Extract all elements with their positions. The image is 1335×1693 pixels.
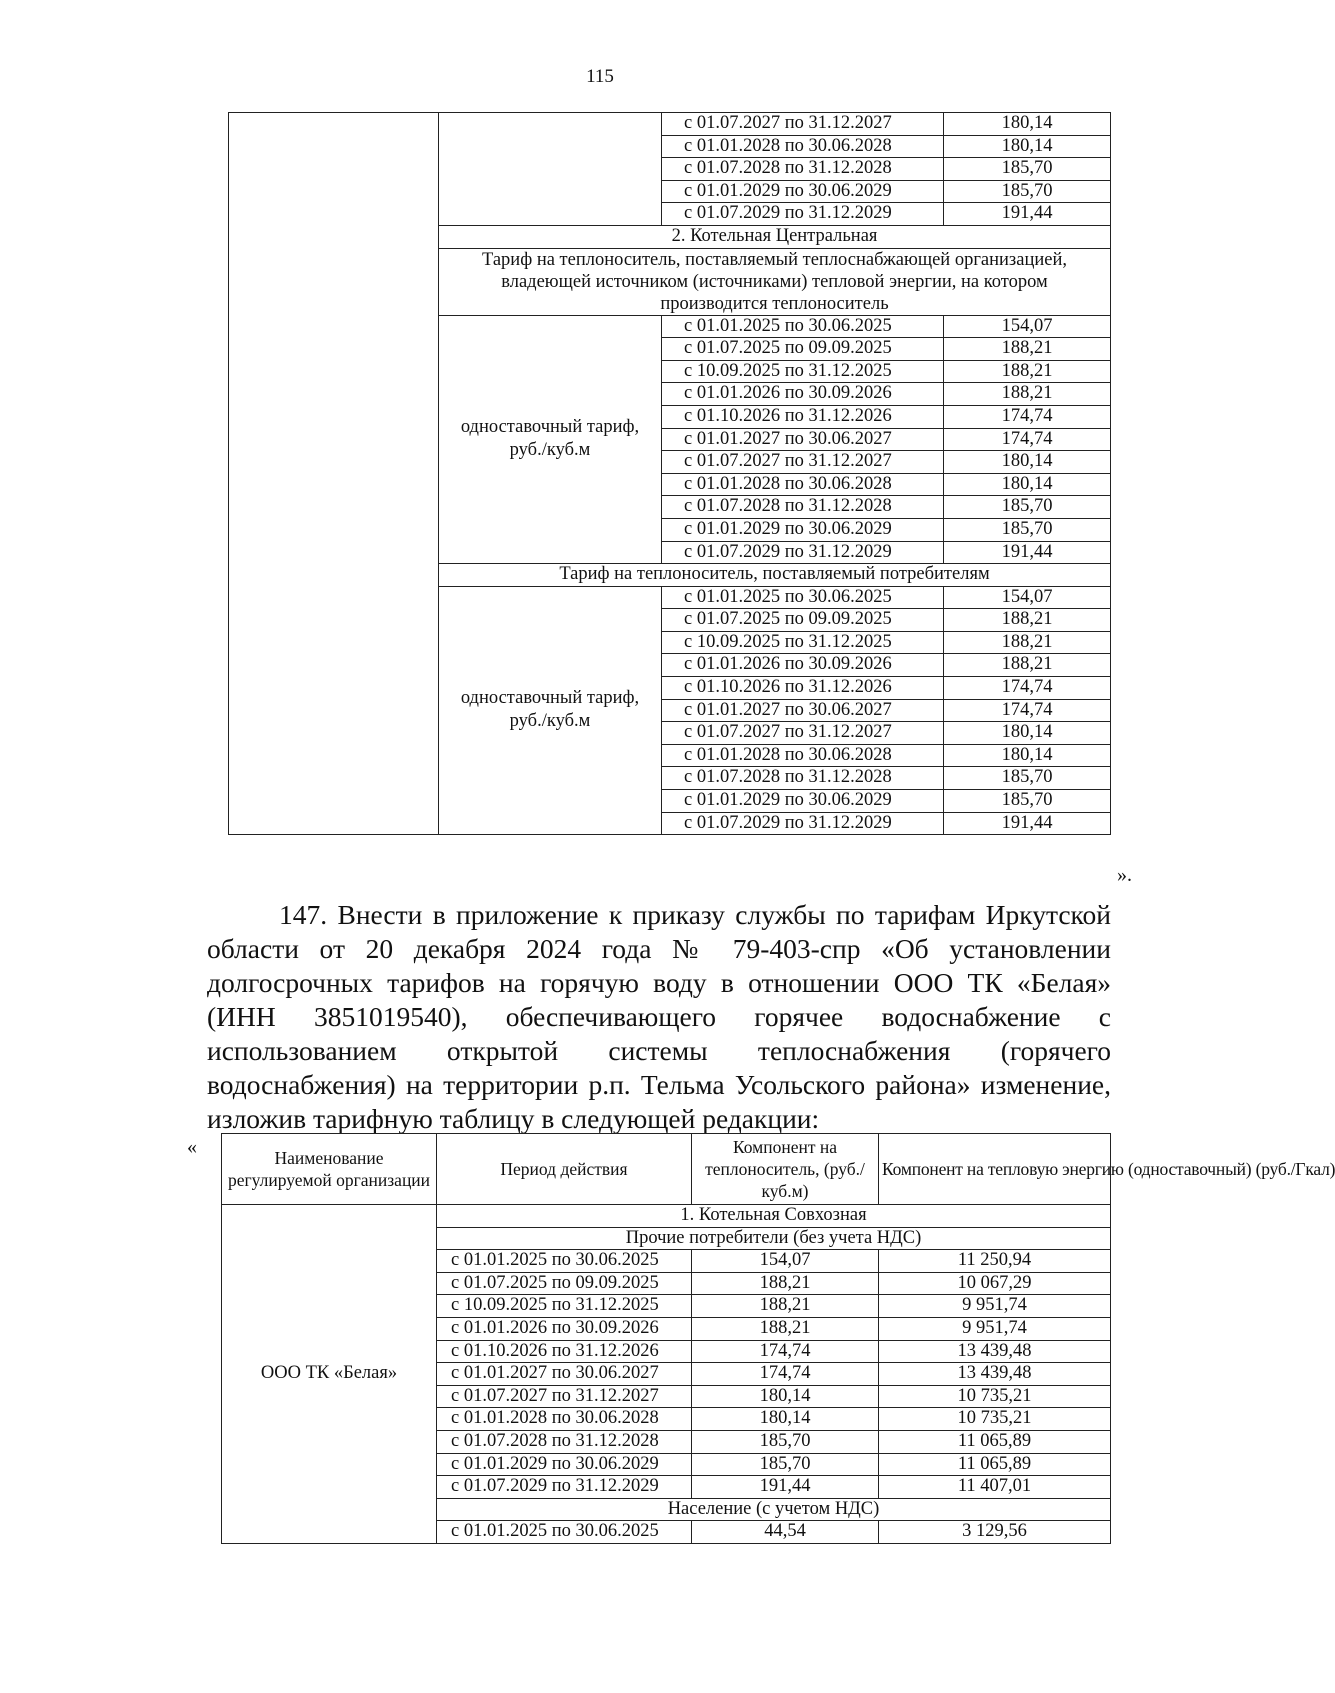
coolant-value: 188,21 (692, 1295, 879, 1318)
tariff-type-label: одноставочный тариф, руб./куб.м (439, 315, 662, 564)
period-cell: с 10.09.2025 по 31.12.2025 (662, 360, 944, 383)
header-heat: Компонент на тепловую энергию (одноставочный) (руб./Гкал) (879, 1134, 1111, 1205)
period-cell: с 01.07.2027 по 31.12.2027 (662, 113, 944, 136)
period-cell: с 01.01.2027 по 30.06.2027 (662, 699, 944, 722)
period-cell: с 01.01.2028 по 30.06.2028 (662, 744, 944, 767)
paragraph-line: изложив тарифную таблицу в следующей редакции: (207, 1103, 820, 1134)
tariff-table-continued (228, 112, 1111, 835)
org-cell (229, 113, 439, 835)
table-row (222, 1205, 1111, 1228)
value-cell: 180,14 (944, 113, 1111, 136)
heat-value: 13 439,48 (879, 1340, 1111, 1363)
period-cell: с 01.01.2025 по 30.06.2025 (662, 315, 944, 338)
period-cell: с 01.10.2026 по 31.12.2026 (437, 1340, 692, 1363)
period-cell: с 01.07.2029 по 31.12.2029 (437, 1476, 692, 1499)
value-cell: 174,74 (944, 405, 1111, 428)
opening-quote: « (187, 1136, 197, 1158)
boiler-title: 2. Котельная Центральная (439, 225, 1111, 248)
period-cell: с 01.07.2028 по 31.12.2028 (662, 158, 944, 181)
coolant-value: 180,14 (692, 1385, 879, 1408)
value-cell: 174,74 (944, 699, 1111, 722)
value-cell: 185,70 (944, 496, 1111, 519)
value-cell: 180,14 (944, 451, 1111, 474)
page-number: 115 (586, 66, 614, 87)
period-cell: с 01.07.2029 по 31.12.2029 (662, 541, 944, 564)
label-cell (439, 113, 662, 226)
heat-value: 9 951,74 (879, 1295, 1111, 1318)
value-cell: 188,21 (944, 383, 1111, 406)
value-cell: 188,21 (944, 360, 1111, 383)
value-cell: 188,21 (944, 338, 1111, 361)
paragraph-line: водоснабжения) на территории р.п. Тельма Усольского района» изменение, (207, 1069, 1111, 1100)
heat-value: 11 065,89 (879, 1430, 1111, 1453)
boiler-title: 1. Котельная Совхозная (437, 1205, 1111, 1228)
value-cell: 180,14 (944, 722, 1111, 745)
period-cell: с 01.07.2027 по 31.12.2027 (662, 722, 944, 745)
period-cell: с 01.07.2027 по 31.12.2027 (437, 1385, 692, 1408)
period-cell: с 01.01.2029 по 30.06.2029 (662, 518, 944, 541)
coolant-value: 174,74 (692, 1363, 879, 1386)
section-title: Тариф на теплоноситель, поставляемый теплоснабжающей организацией, владеющей источником (источниками) тепловой энергии, на котором производится теплоноситель (439, 248, 1111, 315)
period-cell: с 01.07.2028 по 31.12.2028 (437, 1430, 692, 1453)
paragraph-line: использованием открытой системы теплоснабжения (горячего (207, 1035, 1111, 1066)
coolant-value: 154,07 (692, 1250, 879, 1273)
period-cell: с 01.10.2026 по 31.12.2026 (662, 405, 944, 428)
period-cell: с 01.01.2029 по 30.06.2029 (662, 180, 944, 203)
period-cell: с 01.01.2028 по 30.06.2028 (437, 1408, 692, 1431)
coolant-value: 188,21 (692, 1272, 879, 1295)
coolant-value: 191,44 (692, 1476, 879, 1499)
period-cell: с 10.09.2025 по 31.12.2025 (662, 631, 944, 654)
value-cell: 188,21 (944, 609, 1111, 632)
period-cell: с 01.01.2029 по 30.06.2029 (662, 790, 944, 813)
heat-value: 13 439,48 (879, 1363, 1111, 1386)
period-cell: с 10.09.2025 по 31.12.2025 (437, 1295, 692, 1318)
amendment-paragraph (207, 898, 1111, 1136)
heat-value: 11 065,89 (879, 1453, 1111, 1476)
paragraph-line: долгосрочных тарифов на горячую воду в отношении ООО ТК «Белая» (207, 967, 1111, 998)
paragraph-line: (ИНН 3851019540), обеспечивающего горячее водоснабжение с (207, 1001, 1111, 1032)
value-cell: 185,70 (944, 180, 1111, 203)
paragraph-line: 147. Внести в приложение к приказу службы по тарифам Иркутской (279, 899, 1111, 930)
heat-value: 10 067,29 (879, 1272, 1111, 1295)
heat-value: 10 735,21 (879, 1408, 1111, 1431)
header-coolant: Компонент на теплоноситель, (руб./куб.м) (692, 1134, 879, 1205)
period-cell: с 01.01.2027 по 30.06.2027 (662, 428, 944, 451)
heat-value: 9 951,74 (879, 1317, 1111, 1340)
section-title: Тариф на теплоноситель, поставляемый потребителям (439, 564, 1111, 587)
value-cell: 154,07 (944, 586, 1111, 609)
consumer-group-title: Население (с учетом НДС) (437, 1498, 1111, 1521)
closing-quote: ». (1117, 864, 1132, 886)
period-cell: с 01.10.2026 по 31.12.2026 (662, 677, 944, 700)
value-cell: 188,21 (944, 654, 1111, 677)
period-cell: с 01.07.2025 по 09.09.2025 (437, 1272, 692, 1295)
value-cell: 180,14 (944, 473, 1111, 496)
period-cell: с 01.01.2026 по 30.09.2026 (437, 1317, 692, 1340)
header-org: Наименование регулируемой организации (222, 1134, 437, 1205)
value-cell: 191,44 (944, 541, 1111, 564)
consumer-group-title: Прочие потребители (без учета НДС) (437, 1227, 1111, 1250)
header-row (222, 1134, 1111, 1205)
value-cell: 185,70 (944, 158, 1111, 181)
org-name-cell: ООО ТК «Белая» (222, 1205, 437, 1544)
period-cell: с 01.07.2025 по 09.09.2025 (662, 338, 944, 361)
coolant-value: 44,54 (692, 1521, 879, 1544)
period-cell: с 01.07.2029 по 31.12.2029 (662, 203, 944, 226)
header-period: Период действия (437, 1134, 692, 1205)
heat-value: 10 735,21 (879, 1385, 1111, 1408)
value-cell: 188,21 (944, 631, 1111, 654)
period-cell: с 01.01.2026 по 30.09.2026 (662, 654, 944, 677)
heat-value: 11 407,01 (879, 1476, 1111, 1499)
tariff-type-label: одноставочный тариф, руб./куб.м (439, 586, 662, 835)
period-cell: с 01.07.2027 по 31.12.2027 (662, 451, 944, 474)
heat-value: 11 250,94 (879, 1250, 1111, 1273)
period-cell: с 01.01.2025 по 30.06.2025 (437, 1250, 692, 1273)
value-cell: 180,14 (944, 744, 1111, 767)
tariff-table-belaya (221, 1133, 1335, 1544)
value-cell: 191,44 (944, 203, 1111, 226)
period-cell: с 01.01.2027 по 30.06.2027 (437, 1363, 692, 1386)
value-cell: 191,44 (944, 812, 1111, 835)
period-cell: с 01.07.2028 по 31.12.2028 (662, 767, 944, 790)
period-cell: с 01.01.2029 по 30.06.2029 (437, 1453, 692, 1476)
coolant-value: 185,70 (692, 1430, 879, 1453)
coolant-value: 185,70 (692, 1453, 879, 1476)
value-cell: 154,07 (944, 315, 1111, 338)
period-cell: с 01.01.2025 по 30.06.2025 (662, 586, 944, 609)
value-cell: 174,74 (944, 428, 1111, 451)
paragraph-line: области от 20 декабря 2024 года № 79-403-спр «Об установлении (207, 933, 1111, 964)
value-cell: 185,70 (944, 518, 1111, 541)
coolant-value: 188,21 (692, 1317, 879, 1340)
value-cell: 185,70 (944, 790, 1111, 813)
value-cell: 174,74 (944, 677, 1111, 700)
period-cell: с 01.07.2025 по 09.09.2025 (662, 609, 944, 632)
period-cell: с 01.01.2028 по 30.06.2028 (662, 135, 944, 158)
period-cell: с 01.07.2028 по 31.12.2028 (662, 496, 944, 519)
period-cell: с 01.01.2025 по 30.06.2025 (437, 1521, 692, 1544)
heat-value: 3 129,56 (879, 1521, 1111, 1544)
period-cell: с 01.01.2028 по 30.06.2028 (662, 473, 944, 496)
value-cell: 185,70 (944, 767, 1111, 790)
period-cell: с 01.07.2029 по 31.12.2029 (662, 812, 944, 835)
period-cell: с 01.01.2026 по 30.09.2026 (662, 383, 944, 406)
coolant-value: 174,74 (692, 1340, 879, 1363)
coolant-value: 180,14 (692, 1408, 879, 1431)
value-cell: 180,14 (944, 135, 1111, 158)
table-row (229, 113, 1111, 136)
